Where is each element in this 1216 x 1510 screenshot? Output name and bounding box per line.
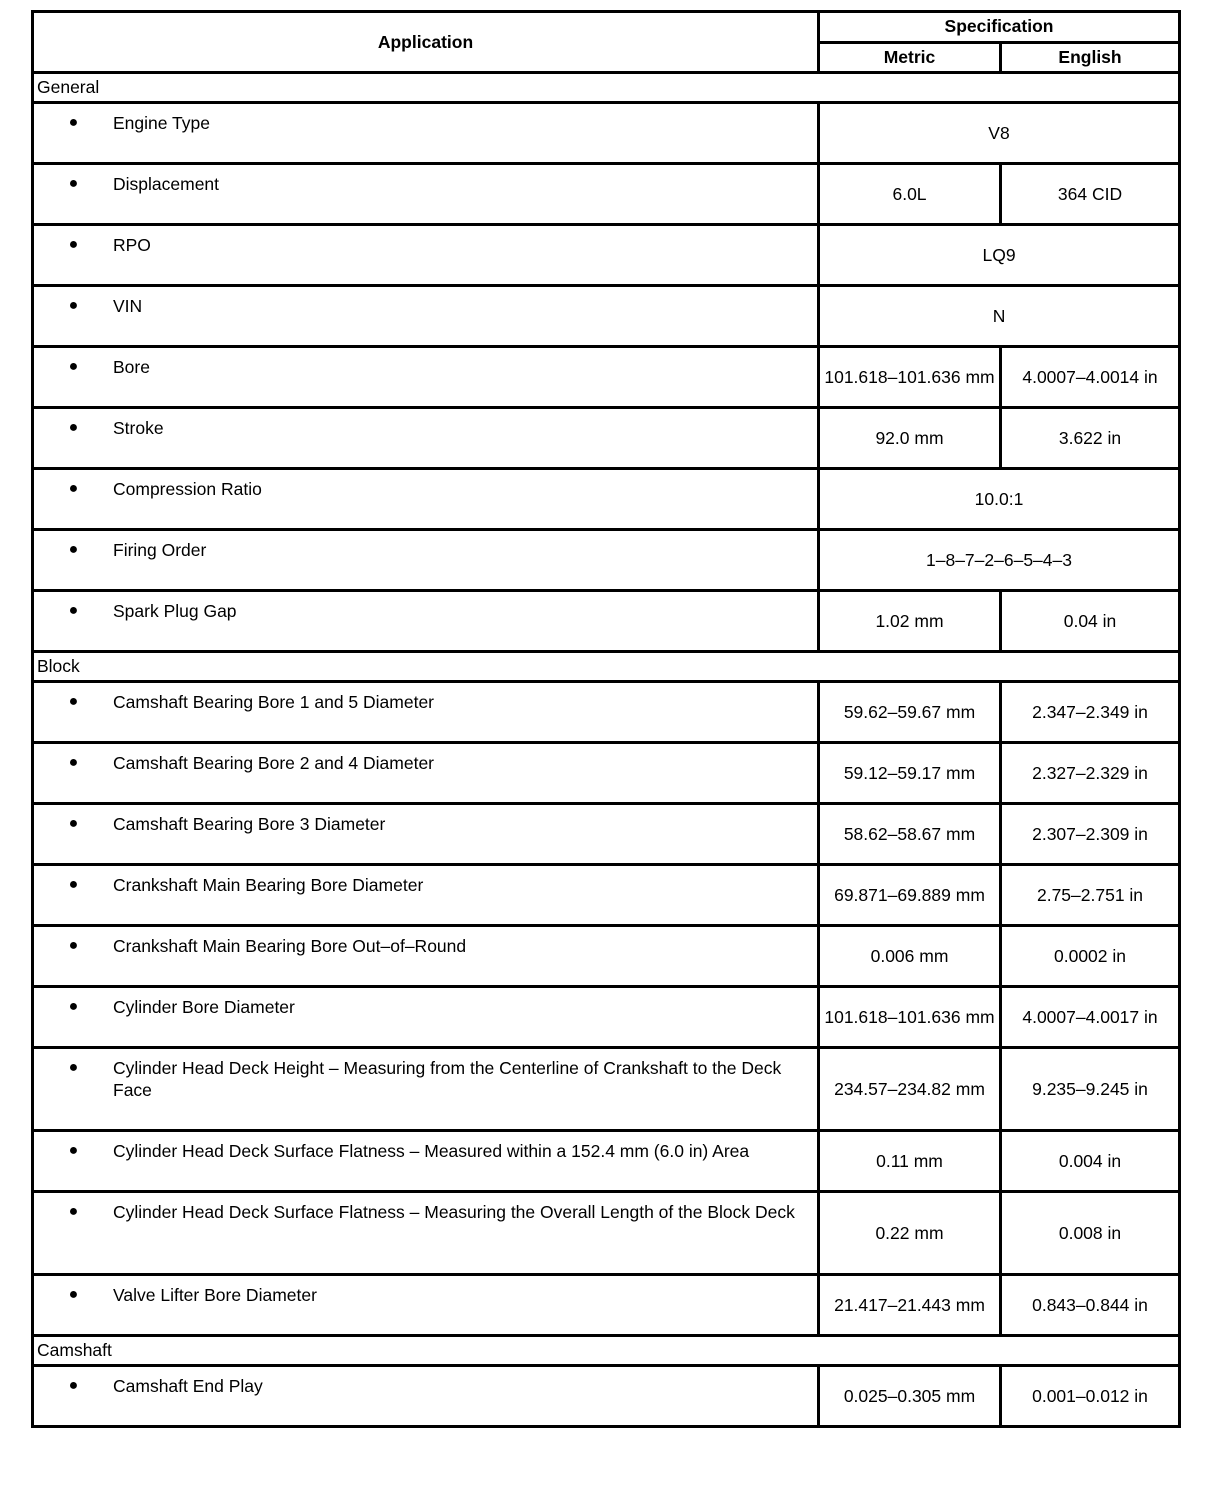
row-label: Bore (113, 357, 150, 377)
bullet-icon: ● (68, 1142, 79, 1159)
metric-value: 58.62–58.67 mm (819, 804, 1001, 865)
row-label: VIN (113, 296, 143, 316)
table-row (33, 865, 1180, 926)
row-label: Cylinder Head Deck Surface Flatness – Measured within a 152.4 mm (6.0 in) Area (113, 1141, 750, 1161)
english-value: 0.0002 in (1001, 926, 1180, 987)
metric-value: 69.871–69.889 mm (819, 865, 1001, 926)
english-value: 0.843–0.844 in (1001, 1275, 1180, 1336)
metric-value: 59.12–59.17 mm (819, 743, 1001, 804)
merged-value: LQ9 (819, 225, 1180, 286)
application-cell (33, 469, 819, 530)
row-label: RPO (113, 235, 151, 255)
application-cell (33, 286, 819, 347)
application-cell (33, 347, 819, 408)
table-row (33, 103, 1180, 164)
english-value: 4.0007–4.0017 in (1001, 987, 1180, 1048)
application-cell (33, 804, 819, 865)
application-cell (33, 926, 819, 987)
merged-value: N (819, 286, 1180, 347)
bullet-icon: ● (68, 876, 79, 893)
bullet-icon: ● (68, 937, 79, 954)
section-general (33, 73, 1180, 103)
specification-header: Specification (819, 12, 1180, 43)
application-cell (33, 164, 819, 225)
row-label: Spark Plug Gap (113, 601, 237, 621)
merged-value: V8 (819, 103, 1180, 164)
row-label: Cylinder Bore Diameter (113, 997, 295, 1017)
table-row (33, 682, 1180, 743)
table-row (33, 926, 1180, 987)
table-row (33, 286, 1180, 347)
metric-value: 0.025–0.305 mm (819, 1366, 1001, 1427)
table-row (33, 408, 1180, 469)
metric-value: 101.618–101.636 mm (819, 347, 1001, 408)
application-cell (33, 1366, 819, 1427)
row-label: Crankshaft Main Bearing Bore Diameter (113, 875, 424, 895)
table-row (33, 164, 1180, 225)
english-value: 9.235–9.245 in (1001, 1048, 1180, 1131)
english-value: 0.001–0.012 in (1001, 1366, 1180, 1427)
table-row (33, 591, 1180, 652)
application-cell (33, 225, 819, 286)
application-cell (33, 103, 819, 164)
row-label: Camshaft Bearing Bore 3 Diameter (113, 814, 386, 834)
table-row (33, 347, 1180, 408)
table-row (33, 1192, 1180, 1275)
table-row (33, 987, 1180, 1048)
bullet-icon: ● (68, 541, 79, 558)
table-row (33, 1366, 1180, 1427)
table-row (33, 743, 1180, 804)
application-cell (33, 1192, 819, 1275)
table-row (33, 1131, 1180, 1192)
application-cell (33, 865, 819, 926)
metric-value: 59.62–59.67 mm (819, 682, 1001, 743)
row-label: Displacement (113, 174, 220, 194)
metric-value: 6.0L (819, 164, 1001, 225)
bullet-icon: ● (68, 480, 79, 497)
bullet-icon: ● (68, 236, 79, 253)
application-cell (33, 1048, 819, 1131)
row-label: Engine Type (113, 113, 210, 133)
merged-value: 1–8–7–2–6–5–4–3 (819, 530, 1180, 591)
application-cell (33, 987, 819, 1048)
english-value: 0.04 in (1001, 591, 1180, 652)
english-value: 0.004 in (1001, 1131, 1180, 1192)
bullet-icon: ● (68, 1377, 79, 1394)
application-cell (33, 1275, 819, 1336)
section-block (33, 652, 1180, 682)
english-header: English (1001, 42, 1180, 73)
bullet-icon: ● (68, 815, 79, 832)
metric-value: 92.0 mm (819, 408, 1001, 469)
bullet-icon: ● (68, 1286, 79, 1303)
application-cell (33, 743, 819, 804)
english-value: 4.0007–4.0014 in (1001, 347, 1180, 408)
section-title: Camshaft (33, 1336, 1180, 1366)
section-camshaft (33, 1336, 1180, 1366)
merged-value: 10.0:1 (819, 469, 1180, 530)
row-label: Crankshaft Main Bearing Bore Out–of–Round (113, 936, 467, 956)
bullet-icon: ● (68, 998, 79, 1015)
row-label: Cylinder Head Deck Height – Measuring from the Centerline of Crankshaft to the Deck Face (113, 1058, 782, 1100)
table-row (33, 225, 1180, 286)
bullet-icon: ● (68, 693, 79, 710)
row-label: Camshaft End Play (113, 1376, 263, 1396)
table-row (33, 1275, 1180, 1336)
row-label: Camshaft Bearing Bore 2 and 4 Diameter (113, 753, 434, 773)
row-label: Valve Lifter Bore Diameter (113, 1285, 317, 1305)
metric-value: 21.417–21.443 mm (819, 1275, 1001, 1336)
english-value: 2.327–2.329 in (1001, 743, 1180, 804)
application-cell (33, 682, 819, 743)
spec-table (31, 10, 1181, 1428)
row-label: Camshaft Bearing Bore 1 and 5 Diameter (113, 692, 434, 712)
bullet-icon: ● (68, 175, 79, 192)
bullet-icon: ● (68, 1059, 79, 1076)
english-value: 3.622 in (1001, 408, 1180, 469)
metric-header: Metric (819, 42, 1001, 73)
english-value: 0.008 in (1001, 1192, 1180, 1275)
bullet-icon: ● (68, 114, 79, 131)
metric-value: 0.11 mm (819, 1131, 1001, 1192)
bullet-icon: ● (68, 419, 79, 436)
row-label: Firing Order (113, 540, 207, 560)
metric-value: 0.006 mm (819, 926, 1001, 987)
english-value: 2.75–2.751 in (1001, 865, 1180, 926)
metric-value: 234.57–234.82 mm (819, 1048, 1001, 1131)
application-header: Application (33, 12, 819, 73)
bullet-icon: ● (68, 754, 79, 771)
application-cell (33, 530, 819, 591)
row-label: Cylinder Head Deck Surface Flatness – Measuring the Overall Length of the Block Deck (113, 1202, 795, 1222)
english-value: 364 CID (1001, 164, 1180, 225)
bullet-icon: ● (68, 602, 79, 619)
application-cell (33, 408, 819, 469)
metric-value: 1.02 mm (819, 591, 1001, 652)
bullet-icon: ● (68, 1203, 79, 1220)
table-row (33, 469, 1180, 530)
english-value: 2.307–2.309 in (1001, 804, 1180, 865)
bullet-icon: ● (68, 297, 79, 314)
table-row (33, 530, 1180, 591)
application-cell (33, 1131, 819, 1192)
metric-value: 101.618–101.636 mm (819, 987, 1001, 1048)
table-row (33, 804, 1180, 865)
row-label: Stroke (113, 418, 164, 438)
section-title: General (33, 73, 1180, 103)
table-row (33, 1048, 1180, 1131)
row-label: Compression Ratio (113, 479, 262, 499)
english-value: 2.347–2.349 in (1001, 682, 1180, 743)
application-cell (33, 591, 819, 652)
bullet-icon: ● (68, 358, 79, 375)
metric-value: 0.22 mm (819, 1192, 1001, 1275)
section-title: Block (33, 652, 1180, 682)
